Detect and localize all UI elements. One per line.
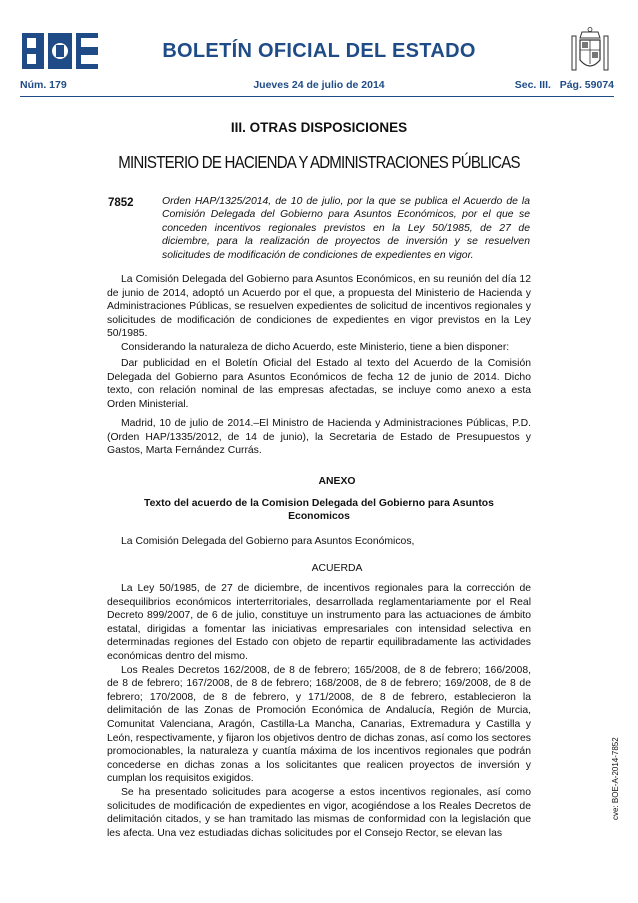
section-label: Sec. III. [514, 79, 551, 91]
bulletin-number: Núm. 179 [20, 79, 67, 91]
paragraph: Dar publicidad en el Boletín Oficial del Estado al texto del Acuerdo de la Comisión Delegada del Gobierno para Asuntos Económicos de fecha 12 de junio de 2014. Dicho texto, con relación nominal de las empresas afectadas, se incluye como anexo a esta Orden Ministerial. [107, 358, 531, 410]
annex-intro [107, 535, 531, 549]
publication-date: Jueves 24 de julio de 2014 [253, 79, 385, 91]
paragraph: Se ha presentado solicitudes para acogerse a estos incentivos regionales, así como solicitudes de modificación de expedientes en vigor, acogiéndose a los Reales Decretos de delimitación citados, y se han tramitado las mismas de conformidad con la legislación que les afecta. Una vez estudiadas dichas solicitudes por el Consejo Rector, se elevan las [107, 786, 531, 839]
cve-identifier: cve: BOE-A-2014-7852 [611, 737, 620, 820]
body-signature [107, 417, 531, 458]
annex-subtitle: Texto del acuerdo de la Comision Delegada del Gobierno para Asuntos Economicos [144, 498, 494, 523]
paragraph: La Comisión Delegada del Gobierno para Asuntos Económicos, en su reunión del día 12 de junio de 2014, adoptó un Acuerdo por el que, a propuesta del Ministerio de Hacienda y Administraciones Públicas, se resuelven expedientes de solicitud de incentivos regionales y solicitudes de modificación de condiciones de expedientes en vigor previstos en la Ley 50/1985. [107, 274, 531, 340]
paragraph: Considerando la naturaleza de dicho Acuerdo, este Ministerio, tiene a bien disponer: [121, 341, 510, 353]
coat-of-arms-icon [570, 26, 610, 78]
ministry-title: MINISTERIO DE HACIENDA Y ADMINISTRACIONES PÚBLICAS [118, 152, 520, 172]
order-number: 7852 [108, 197, 134, 209]
paragraph: Madrid, 10 de julio de 2014.–El Ministro de Hacienda y Administraciones Públicas, P.D. (Orden HAP/1335/2012, de 14 de junio), la Secretaria de Estado de Presupuestos y Gastos, Marta Fernández Currás. [107, 418, 531, 457]
annex-title: ANEXO [318, 476, 356, 487]
paragraph: La Comisión Delegada del Gobierno para Asuntos Económicos, [121, 536, 415, 547]
acuerda-heading: ACUERDA [311, 563, 363, 574]
annex-body [107, 582, 531, 840]
paragraph: Los Reales Decretos 162/2008, de 8 de febrero; 165/2008, de 8 de febrero; 166/2008, de 8 de febrero; 167/2008, de 8 de febrero; 168/2008, de 8 de febrero; 169/2008, de 8 de febrero; 170/2008, de 8 de febrero, y 171/2008, de 8 de febrero, establecieron la delimitación de las Zonas de Promoción Económica de Andalucía, Región de Murcia, Comunitat Valenciana, Aragón, Castilla-La Mancha, Canarias, Extremadura y Castilla y León, respectivamente, y fijaron los objetivos dentro de dichas zonas, así como los sectores promocionables, la naturaleza y cuantía máxima de los incentivos regionales que podrán concederse en dichas zonas a los solicitantes que realicen proyectos de inversión y cumplan los requisitos exigidos. [107, 664, 531, 785]
section-page [515, 79, 614, 93]
section-title: III. OTRAS DISPOSICIONES [230, 120, 408, 135]
bulletin-title: BOLETÍN OFICIAL DEL ESTADO [162, 40, 476, 62]
body-disposition [107, 357, 531, 411]
body-intro [107, 273, 531, 355]
header-rule [20, 96, 614, 97]
page-number: Pág. 59074 [559, 79, 614, 91]
paragraph: La Ley 50/1985, de 27 de diciembre, de incentivos regionales para la corrección de desequilibrios económicos interterritoriales, desarrollada reglamentariamente por el Real Decreto 899/2007, de 6 de julio, constituye un instrumento para las actuaciones de ámbito estatal, dirigidas a fomentar las iniciativas empresariales con intensidad selectiva en determinadas regiones del Estado con objeto de repartir equilibradamente las actividades económicas dentro del mismo. [107, 583, 531, 662]
order-summary: Orden HAP/1325/2014, de 10 de julio, por la que se publica el Acuerdo de la Comisión Delegada del Gobierno para Asuntos Económicos, por el que se conceden incentivos regionales previstos en la Ley 50/1985, de 27 de diciembre, para la realización de proyectos de inversión y se resuelven solicitudes de modificación de condiciones de expedientes en vigor. [162, 196, 530, 261]
